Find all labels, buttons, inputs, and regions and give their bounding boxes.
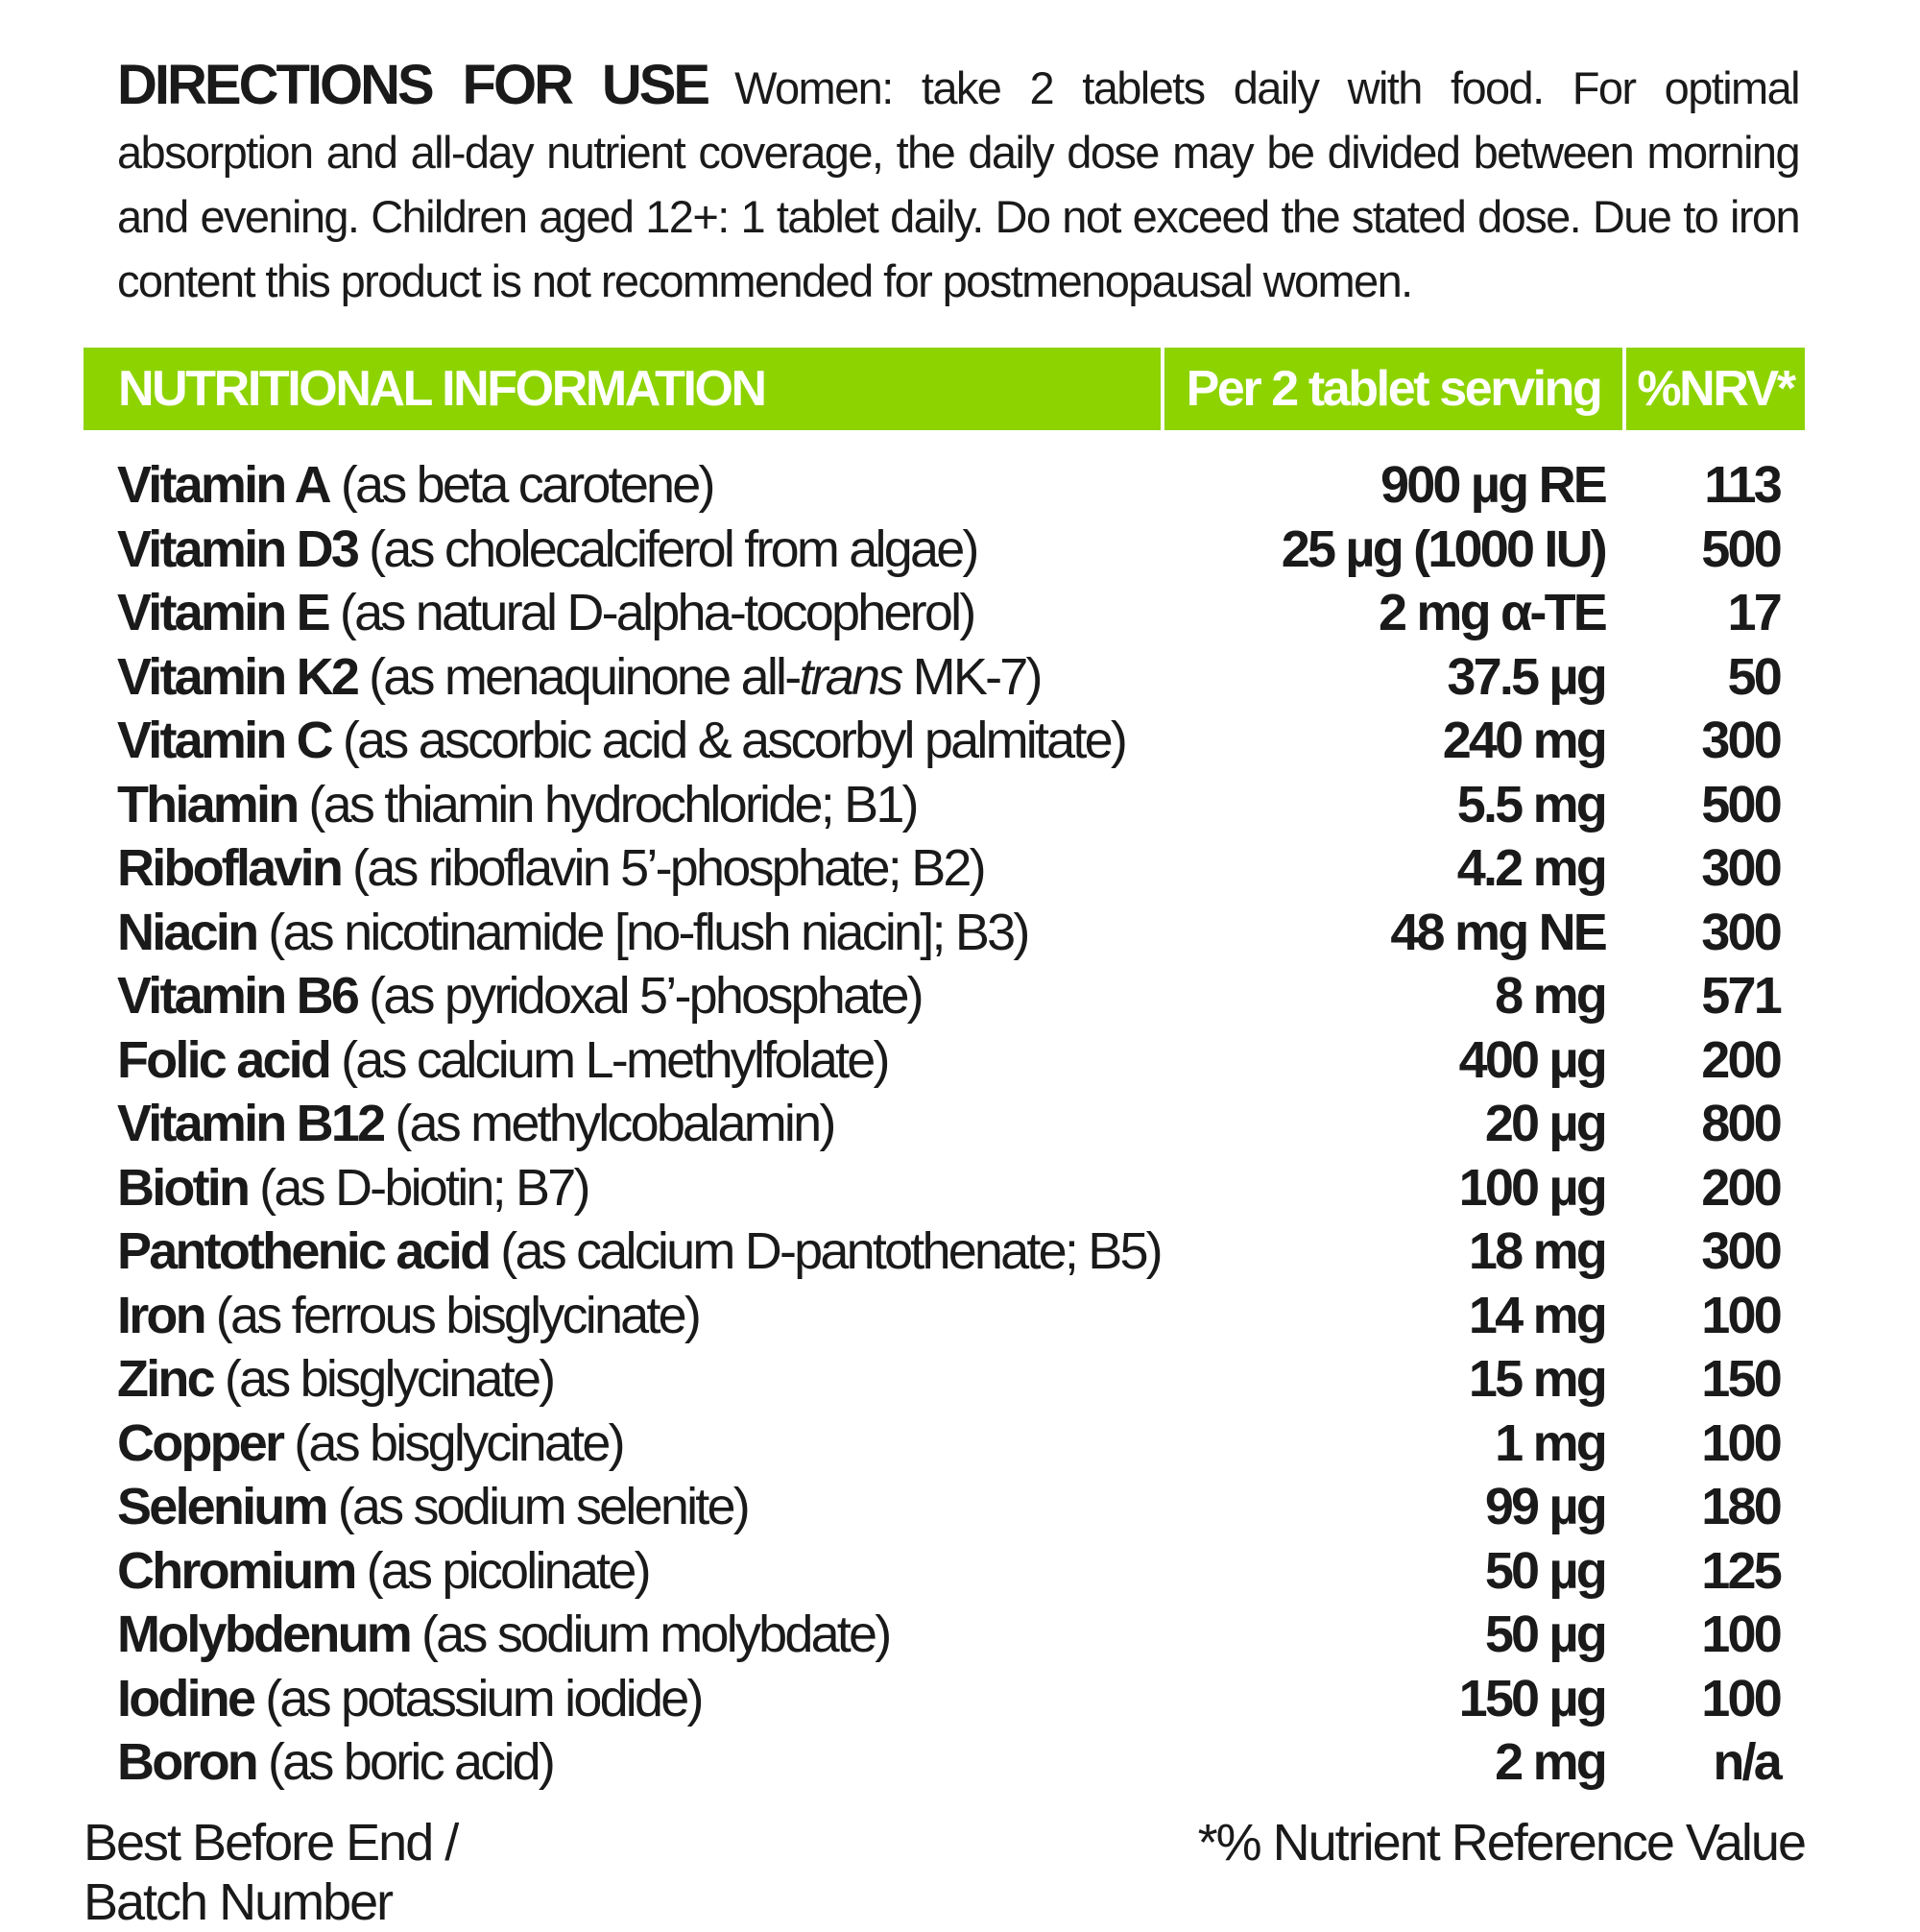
nutrient-cell (117, 903, 1183, 962)
nutrient-source-part: (as menaquinone all- (369, 647, 800, 706)
nrv-percent: 300 (1701, 839, 1780, 898)
nutrient-name: Folic acid (117, 1030, 330, 1089)
nutrient-name: Iodine (117, 1669, 254, 1727)
header-per-serving: Per 2 tablet serving (1164, 348, 1622, 430)
table-row (117, 901, 1788, 965)
nutrient-source: (as nicotinamide [no-flush niacin]; B3) (268, 903, 1028, 961)
nutrient-cell (117, 1221, 1183, 1281)
nutrient-name: Vitamin C (117, 712, 331, 770)
amount-per-serving: 48 mg NE (1390, 903, 1605, 961)
nutrient-cell (117, 711, 1183, 770)
amount-per-serving: 15 mg (1468, 1350, 1605, 1409)
nutrient-name: Iron (117, 1286, 204, 1344)
nutrition-table-body (117, 453, 1788, 1795)
nrv-percent: 17 (1727, 584, 1780, 642)
nutrient-cell (117, 1158, 1183, 1218)
best-before-label: Best Before End / (84, 1814, 458, 1872)
nutrient-name: Zinc (117, 1350, 213, 1409)
nutrient-name: Biotin (117, 1158, 249, 1217)
nutrient-source (369, 648, 1041, 706)
amount-per-serving: 2 mg α-TE (1378, 584, 1605, 642)
nrv-percent: 571 (1701, 967, 1780, 1026)
nutrient-name: Vitamin B12 (117, 1095, 384, 1153)
nrv-percent: 200 (1701, 1158, 1780, 1217)
nutrient-cell (117, 1732, 1183, 1792)
nutrient-source: (as cholecalciferol from algae) (369, 519, 977, 578)
nutrient-name: Molybdenum (117, 1606, 410, 1664)
nutrient-name: Vitamin B6 (117, 967, 358, 1026)
nutrient-cell (117, 1286, 1183, 1345)
nrv-percent: 300 (1701, 903, 1780, 961)
nutrient-source: (as ascorbic acid & ascorbyl palmitate) (342, 712, 1126, 770)
nrv-percent: 200 (1701, 1030, 1780, 1089)
nutrient-source: (as potassium iodide) (265, 1669, 702, 1727)
nrv-percent: 300 (1701, 712, 1780, 770)
table-row (117, 964, 1788, 1028)
nrv-percent: 500 (1701, 775, 1780, 833)
amount-per-serving: 4.2 mg (1456, 839, 1605, 898)
nutrient-cell (117, 519, 1183, 579)
nutrient-name: Vitamin K2 (117, 647, 358, 706)
amount-per-serving: 50 µg (1484, 1541, 1605, 1600)
nutrient-cell (117, 1094, 1183, 1153)
nutrient-source: (as bisglycinate) (294, 1413, 623, 1472)
amount-per-serving: 1 mg (1495, 1413, 1605, 1472)
nrv-percent: 125 (1701, 1541, 1780, 1600)
nutrient-name: Vitamin A (117, 456, 329, 515)
nrv-percent: 50 (1727, 647, 1780, 706)
nutrient-cell (117, 1477, 1183, 1536)
table-row (117, 1220, 1788, 1284)
nrv-percent: 150 (1701, 1350, 1780, 1409)
nutrient-source: (as ferrous bisglycinate) (215, 1286, 700, 1344)
directions-for-use (117, 53, 1799, 313)
nutrient-name: Copper (117, 1413, 283, 1472)
nutrient-cell (117, 1669, 1183, 1728)
amount-per-serving: 900 µg RE (1380, 456, 1605, 515)
table-row (117, 518, 1788, 582)
nutrient-name: Boron (117, 1733, 256, 1792)
amount-per-serving: 8 mg (1495, 967, 1605, 1026)
nutrient-source: (as calcium D-pantothenate; B5) (500, 1222, 1161, 1281)
nrv-percent: 100 (1701, 1413, 1780, 1472)
nrv-percent: 100 (1701, 1286, 1780, 1344)
table-row (117, 1028, 1788, 1093)
table-row (117, 1539, 1788, 1604)
nutrient-cell (117, 1030, 1183, 1090)
nrv-percent: 100 (1701, 1606, 1780, 1664)
amount-per-serving: 20 µg (1484, 1095, 1605, 1153)
table-row (117, 709, 1788, 773)
nutrient-name: Selenium (117, 1478, 326, 1536)
nrv-percent: 800 (1701, 1095, 1780, 1153)
nutrient-name: Riboflavin (117, 839, 342, 898)
table-row (117, 1412, 1788, 1476)
header-nutritional-information: NUTRITIONAL INFORMATION (84, 348, 1161, 430)
table-row (117, 581, 1788, 645)
nutrient-name: Thiamin (117, 775, 298, 833)
nutrient-source-italic: trans (799, 647, 901, 706)
nutrient-source: (as bisglycinate) (224, 1350, 554, 1409)
nrv-percent: 300 (1701, 1222, 1780, 1281)
nrv-percent: 100 (1701, 1669, 1780, 1727)
nrv-percent: 180 (1701, 1478, 1780, 1536)
nutrient-source: (as natural D-alpha-tocopherol) (339, 584, 974, 642)
best-before-batch (84, 1813, 457, 1932)
amount-per-serving: 240 mg (1442, 712, 1605, 770)
amount-per-serving: 18 mg (1468, 1222, 1605, 1281)
nutrient-name: Niacin (117, 903, 257, 961)
table-row (117, 1284, 1788, 1348)
table-row (117, 1347, 1788, 1412)
nrv-percent: 113 (1704, 456, 1780, 515)
nrv-percent: 500 (1701, 519, 1780, 578)
nutrient-source: (as sodium selenite) (337, 1478, 748, 1536)
table-row (117, 1667, 1788, 1731)
table-row (117, 1092, 1788, 1156)
table-row (117, 1156, 1788, 1220)
amount-per-serving: 14 mg (1468, 1286, 1605, 1344)
header-nrv: %NRV* (1626, 348, 1805, 430)
nutrient-source: (as D-biotin; B7) (259, 1158, 588, 1217)
amount-per-serving: 99 µg (1484, 1478, 1605, 1536)
nutrient-name: Pantothenic acid (117, 1222, 490, 1281)
amount-per-serving: 100 µg (1458, 1158, 1605, 1217)
amount-per-serving: 400 µg (1458, 1030, 1605, 1089)
nutrient-cell (117, 647, 1183, 707)
nutrient-source: (as methylcobalamin) (395, 1095, 834, 1153)
nrv-footnote: *% Nutrient Reference Value (1197, 1814, 1805, 1872)
nutrient-name: Vitamin E (117, 584, 328, 642)
nutrient-cell (117, 966, 1183, 1026)
nutrient-cell (117, 1541, 1183, 1601)
batch-number-label: Batch Number (84, 1873, 393, 1931)
nutrient-source: (as calcium L-methylfolate) (341, 1030, 888, 1089)
nutrient-cell (117, 583, 1183, 642)
amount-per-serving: 37.5 µg (1447, 647, 1605, 706)
nutrient-source-part: MK-7) (900, 647, 1041, 706)
nrv-percent: n/a (1713, 1733, 1780, 1792)
nutrient-source: (as thiamin hydrochloride; B1) (308, 775, 917, 833)
table-row (117, 1475, 1788, 1539)
table-row (117, 1730, 1788, 1795)
nutrient-source: (as boric acid) (267, 1733, 554, 1792)
directions-text: Women: take 2 tablets daily with food. For optimal absorption and all-day nutrient coverage, the daily dose may be divided between morning and evening. Children aged 12+: 1 tablet daily. Do not exceed the stated dose. Due to iron content this product is not recommended for postmenopausal women. (117, 62, 1799, 306)
nutrient-cell (117, 1349, 1183, 1409)
nutrient-cell (117, 455, 1183, 515)
nutrient-source: (as riboflavin 5’-phosphate; B2) (352, 839, 984, 898)
table-row (117, 645, 1788, 710)
nutrient-cell (117, 775, 1183, 834)
amount-per-serving: 150 µg (1458, 1669, 1605, 1727)
directions-heading: DIRECTIONS FOR USE (117, 54, 708, 116)
table-row (117, 453, 1788, 518)
nutrient-cell (117, 1413, 1183, 1473)
table-row (117, 836, 1788, 901)
nutrient-name: Chromium (117, 1541, 355, 1600)
nutrient-source: (as beta carotene) (340, 456, 713, 515)
table-row (117, 1603, 1788, 1667)
table-row (117, 773, 1788, 837)
nutrient-cell (117, 838, 1183, 898)
amount-per-serving: 25 µg (1000 IU) (1281, 519, 1605, 578)
nutrient-cell (117, 1605, 1183, 1664)
nutrition-table-header (84, 348, 1805, 430)
nutrient-name: Vitamin D3 (117, 519, 358, 578)
nutrient-source: (as pyridoxal 5’-phosphate) (369, 967, 922, 1026)
amount-per-serving: 50 µg (1484, 1606, 1605, 1664)
amount-per-serving: 5.5 mg (1456, 775, 1605, 833)
amount-per-serving: 2 mg (1495, 1733, 1605, 1792)
nutrient-source: (as picolinate) (366, 1541, 649, 1600)
nutrient-source: (as sodium molybdate) (421, 1606, 890, 1664)
